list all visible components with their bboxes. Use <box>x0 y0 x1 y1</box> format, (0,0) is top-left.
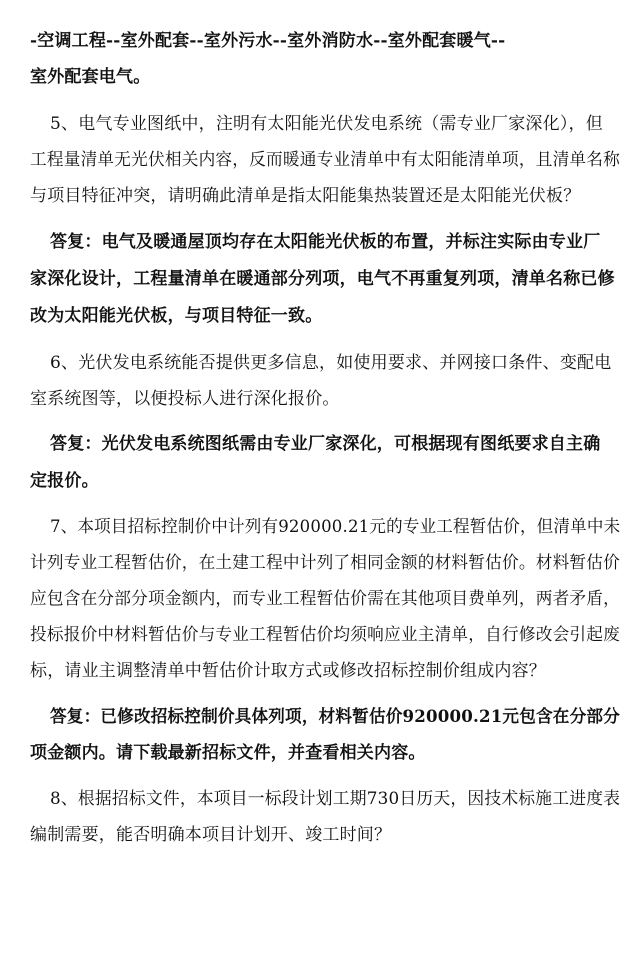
question-7-line: 投标报价中材料暂估价与专业工程暂估价均须响应业主清单，自行修改会引起废 <box>30 625 620 645</box>
text-line: -空调工程--室外配套--室外污水--室外消防水--室外配套暖气-- <box>30 31 506 51</box>
answer-6-line: 答复：光伏发电系统图纸需由专业厂家深化，可根据现有图纸要求自主确 <box>50 434 601 454</box>
question-7-line: 应包含在分部分项金额内，而专业工程暂估价需在其他项目费单列，两者矛盾， <box>30 589 620 609</box>
question-7-line: 计列专业工程暂估价，在土建工程中计列了相同金额的材料暂估价。材料暂估价 <box>30 553 620 573</box>
answer-6-line: 定报价。 <box>30 471 99 491</box>
text-line: 室外配套电气。 <box>30 67 151 87</box>
question-6-line: 6、光伏发电系统能否提供更多信息，如使用要求、并网接口条件、变配电 <box>50 353 612 373</box>
answer-7-line: 项金额内。请下载最新招标文件，并查看相关内容。 <box>30 743 426 763</box>
answer-5-line: 改为太阳能光伏板，与项目特征一致。 <box>30 306 323 326</box>
question-5-line: 5、电气专业图纸中，注明有太阳能光伏发电系统（需专业厂家深化），但 <box>50 114 603 134</box>
answer-5-line: 答复：电气及暖通屋顶均存在太阳能光伏板的布置，并标注实际由专业厂 <box>50 232 601 252</box>
question-8-line: 8、根据招标文件，本项目一标段计划工期730日历天，因技术标施工进度表 <box>50 789 621 809</box>
question-5-line: 与项目特征冲突，请明确此清单是指太阳能集热装置还是太阳能光伏板？ <box>30 186 581 206</box>
answer-5-line: 家深化设计，工程量清单在暖通部分列项，电气不再重复列项，清单名称已修 <box>30 269 615 289</box>
answer-7-line: 答复：已修改招标控制价具体列项，材料暂估价920000.21元包含在分部分 <box>50 707 620 727</box>
question-8-line: 编制需要，能否明确本项目计划开、竣工时间？ <box>30 825 392 845</box>
question-5-line: 工程量清单无光伏相关内容，反而暖通专业清单中有太阳能清单项，且清单名称 <box>30 150 620 170</box>
question-7-line: 标，请业主调整清单中暂估价计取方式或修改招标控制价组成内容？ <box>30 661 546 681</box>
question-7-line: 7、本项目招标控制价中计列有920000.21元的专业工程暂估价，但清单中未 <box>50 517 621 537</box>
question-6-line: 室系统图等，以便投标人进行深化报价。 <box>30 389 340 409</box>
